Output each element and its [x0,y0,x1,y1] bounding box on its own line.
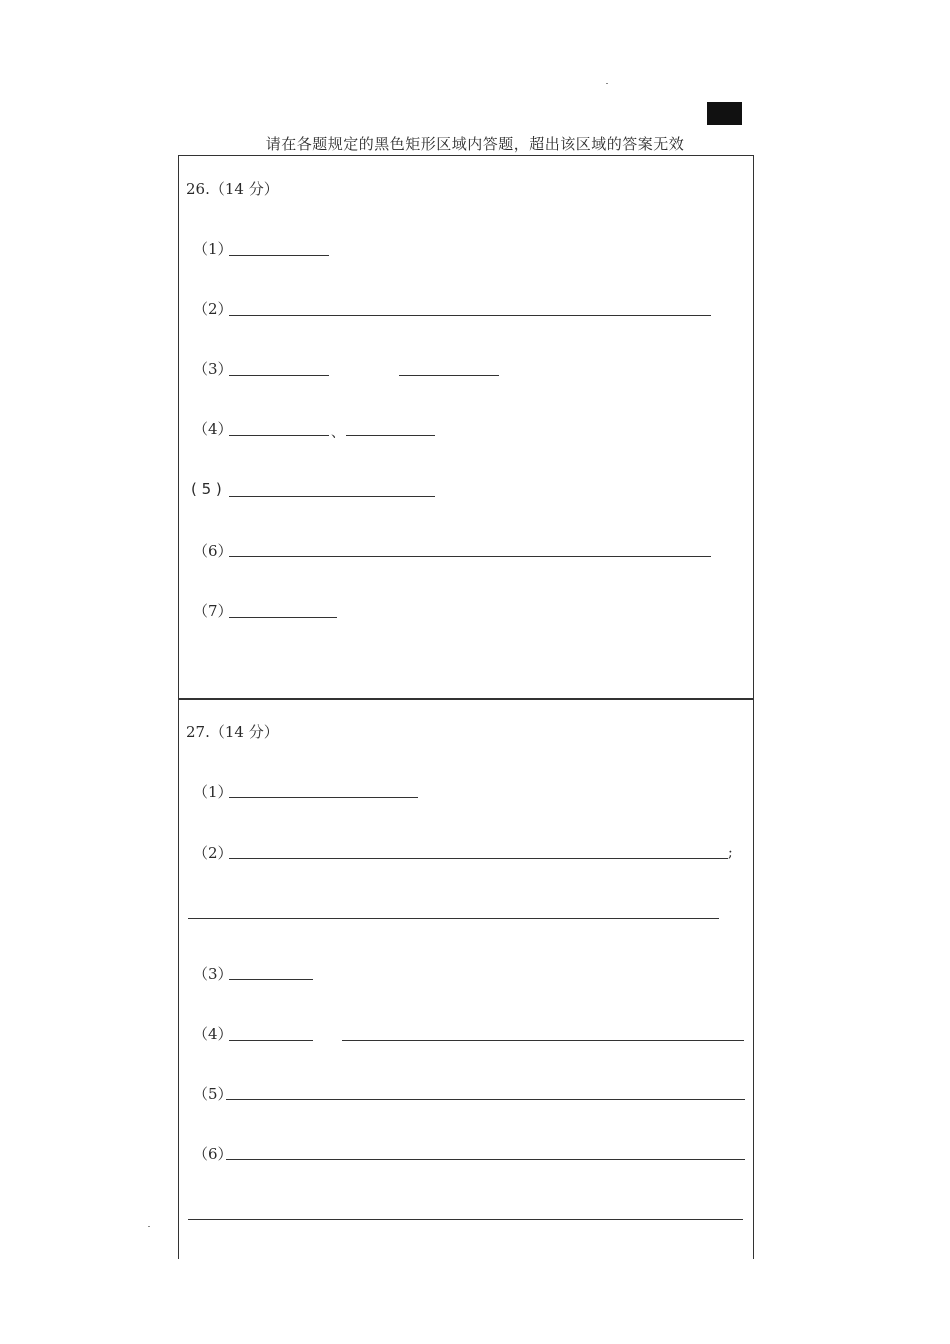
q26-item-5-label: ( 5 ) [191,480,222,498]
q27-item-1-blank[interactable] [229,797,418,798]
scan-dot [606,83,608,84]
q26-item-3-blank-b[interactable] [399,375,499,376]
q26-item-5-blank[interactable] [229,496,435,497]
q26-item-3-label: （3） [193,360,233,378]
q27-item-4-blank-b[interactable] [342,1040,744,1041]
q26-item-4-blank-a[interactable] [229,435,329,436]
question-26-title: 26.（14 分） [186,180,279,198]
question-27-title: 27.（14 分） [186,723,279,741]
q26-item-6-blank[interactable] [229,556,711,557]
q27-item-2-blank[interactable] [229,858,728,859]
q26-item-4-label: （4） [193,420,233,438]
q27-item-6-label: （6） [193,1145,233,1163]
q26-item-2-blank[interactable] [229,315,711,316]
q27-item-1-label: （1） [193,783,233,801]
answer-area-notice: 请在各题规定的黑色矩形区域内答题，超出该区域的答案无效 [265,135,685,153]
q27-item-5-label: （5） [193,1085,233,1103]
q26-item-4-separator: 、 [331,425,345,441]
q26-item-6-label: （6） [193,542,233,560]
q27-item-3-label: （3） [193,965,233,983]
q26-item-2-label: （2） [193,300,233,318]
q27-item-2-blank-line-2[interactable] [188,918,719,919]
q27-item-6-blank-line-2[interactable] [188,1219,743,1220]
answer-box-q26 [178,155,754,700]
q26-item-7-blank[interactable] [229,617,337,618]
corner-marker [707,102,742,125]
q27-item-2-label: （2） [193,844,233,862]
q26-item-1-blank[interactable] [229,255,329,256]
q26-item-1-label: （1） [193,240,233,258]
q27-item-4-label: （4） [193,1025,233,1043]
q27-item-5-blank[interactable] [226,1099,745,1100]
q27-item-6-blank[interactable] [226,1159,745,1160]
q26-item-3-blank-a[interactable] [229,375,329,376]
q26-item-4-blank-b[interactable] [346,435,435,436]
q27-item-2-end-mark: ; [728,845,733,861]
q27-item-4-blank-a[interactable] [229,1040,313,1041]
q26-item-7-label: （7） [193,602,233,620]
q27-item-3-blank[interactable] [229,979,313,980]
scan-dot [148,1226,150,1227]
